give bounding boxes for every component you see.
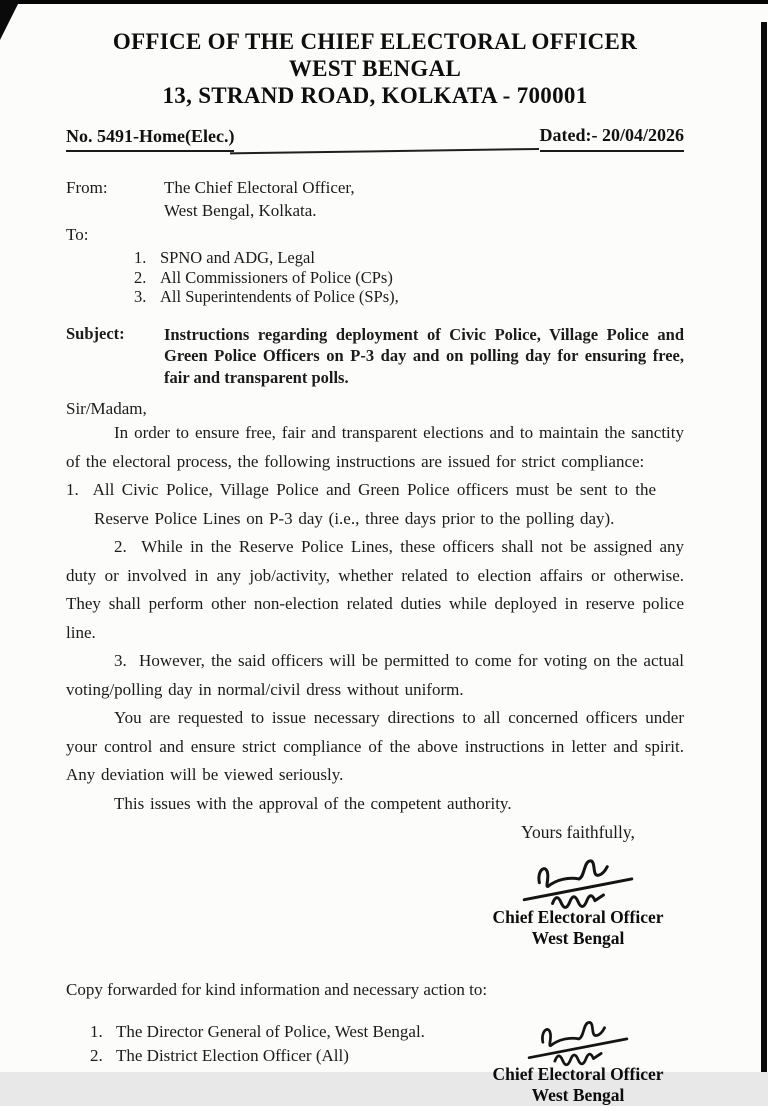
- from-line2: West Bengal, Kolkata.: [164, 201, 317, 220]
- copy-signatory-title: Chief Electoral Officer: [492, 1064, 664, 1084]
- copy-forward-intro: Copy forwarded for kind information and necessary action to:: [66, 980, 488, 999]
- body-paragraph-request: You are requested to issue necessary directions to all concerned officers under your control and ensure strict compliance of the above instructions in letter and spirit. Any deviation will be viewed seriously.: [66, 708, 684, 784]
- office-title: OFFICE OF THE CHIEF ELECTORAL OFFICER: [112, 29, 638, 54]
- to-item-number: 3.: [134, 287, 147, 306]
- subject-text: Instructions regarding deployment of Civic Police, Village Police and Green Police Officers on P-3 day and on polling day for ensuring free, fair and transparent polls.: [164, 324, 684, 387]
- body-instruction-2: 2. While in the Reserve Police Lines, these officers shall not be assigned any duty or involved in any job/activity, whether related to election affairs or otherwise. They shall perform other non-election related duties while deployed in reserve police line.: [66, 537, 684, 642]
- office-state: WEST BENGAL: [288, 56, 462, 81]
- copy-item-text: The District Election Officer (All): [116, 1045, 349, 1065]
- copy-signature-block: [472, 1006, 684, 1106]
- to-item-number: 1.: [134, 248, 147, 267]
- copy-item: [90, 1020, 425, 1044]
- copy-item-number: 2.: [90, 1045, 103, 1065]
- salutation: Sir/Madam,: [66, 399, 147, 418]
- copy-forward-list: [90, 1020, 425, 1106]
- from-block: [66, 176, 684, 222]
- to-item-text: All Superintendents of Police (SPs),: [160, 287, 399, 306]
- to-item-number: 2.: [134, 267, 147, 287]
- reference-row: [66, 125, 684, 152]
- body-paragraph-1: In order to ensure free, fair and transparent elections and to maintain the sanctity of the electoral process, the following instructions are issued for strict compliance:: [66, 423, 684, 471]
- scan-edge-right: [761, 22, 767, 1072]
- to-item: [134, 248, 684, 268]
- office-address: 13, STRAND ROAD, KOLKATA - 700001: [162, 83, 588, 108]
- memo-date: Dated:- 20/04/2026: [540, 125, 684, 152]
- letter-body: [66, 419, 684, 818]
- body-instruction-1: 1. All Civic Police, Village Police and Green Police officers must be sent to the Reserve Police Lines on P-3 day (i.e., three days prior to the polling day).: [66, 480, 656, 528]
- letterhead: [66, 28, 684, 109]
- signature-block: [472, 822, 684, 949]
- to-list: [134, 248, 684, 307]
- signature-scribble: [514, 1008, 642, 1068]
- copy-signatory-org: West Bengal: [531, 1085, 625, 1105]
- signatory-title: Chief Electoral Officer: [492, 907, 664, 927]
- to-item: [134, 268, 684, 288]
- signature-scribble: [507, 845, 649, 911]
- to-label: To:: [66, 225, 89, 244]
- signatory-org: West Bengal: [531, 928, 625, 948]
- to-item-text: SPNO and ADG, Legal: [160, 248, 315, 267]
- body-instruction-3: 3. However, the said officers will be permitted to come for voting on the actual voting/polling day in normal/civil dress without uniform.: [66, 651, 684, 699]
- copy-item-text: The Director General of Police, West Bengal.: [116, 1022, 425, 1041]
- from-line1: The Chief Electoral Officer,: [164, 178, 355, 197]
- valediction: Yours faithfully,: [521, 822, 635, 842]
- subject-block: [66, 324, 684, 389]
- to-item: [134, 287, 684, 307]
- scan-edge-top: [0, 0, 768, 4]
- copy-item-number: 1.: [90, 1022, 103, 1041]
- from-label: From:: [66, 178, 108, 197]
- copy-item: [90, 1044, 425, 1068]
- scan-corner-artifact: [0, 0, 20, 40]
- from-address: [164, 176, 684, 222]
- to-item-text: All Commissioners of Police (CPs): [160, 267, 393, 287]
- subject-label: Subject:: [66, 323, 125, 343]
- reference-underline: [230, 132, 539, 154]
- body-paragraph-approval: This issues with the approval of the competent authority.: [114, 793, 512, 813]
- memo-number: No. 5491-Home(Elec.): [66, 126, 234, 152]
- copy-forward-row: [66, 1020, 684, 1106]
